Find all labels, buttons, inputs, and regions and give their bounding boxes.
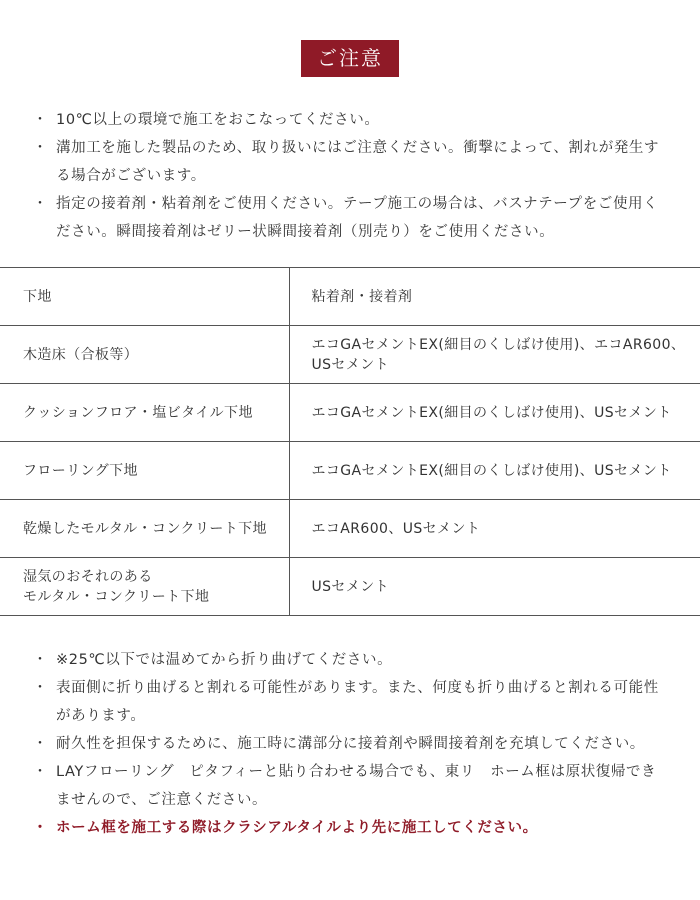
notes-list-top [0, 106, 700, 246]
bullet: ・ [33, 196, 48, 212]
notice-title: ご注意 [301, 40, 399, 77]
table-row [0, 558, 700, 616]
adhesive-cell: USセメント [289, 558, 700, 616]
bullet: ・ [33, 140, 48, 156]
table-row [0, 500, 700, 558]
substrate-cell: フローリング下地 [0, 442, 289, 500]
substrate-cell: 乾燥したモルタル・コンクリート下地 [0, 500, 289, 558]
table-row [0, 384, 700, 442]
note-item [0, 134, 700, 190]
note-text: 表面側に折り曲げると割れる可能性があります。また、何度も折り曲げると割れる可能性があります。 [56, 680, 659, 724]
table-row [0, 442, 700, 500]
adhesive-table [0, 267, 700, 616]
note-item-emphasis [0, 814, 700, 842]
notes-list-bottom [0, 646, 700, 842]
substrate-cell: 湿気のおそれのある モルタル・コンクリート下地 [0, 558, 289, 616]
note-item [0, 730, 700, 758]
note-text: LAYフローリング ピタフィーと貼り合わせる場合でも、東リ ホーム框は原状復帰できませんので、ご注意ください。 [56, 764, 657, 808]
note-item [0, 674, 700, 730]
header-adhesive: 粘着剤・接着剤 [289, 268, 700, 326]
adhesive-cell: エコGAセメントEX(細目のくしばけ使用)、エコAR600、USセメント [289, 326, 700, 384]
bullet: ・ [33, 764, 48, 780]
title-area [0, 40, 700, 77]
bullet: ・ [33, 820, 48, 836]
bullet: ・ [33, 680, 48, 696]
adhesive-cell: エコGAセメントEX(細目のくしばけ使用)、USセメント [289, 442, 700, 500]
note-item [0, 106, 700, 134]
note-text: ホーム框を施工する際はクラシアルタイルより先に施工してください。 [56, 820, 538, 836]
note-item [0, 758, 700, 814]
bullet: ・ [33, 736, 48, 752]
bullet: ・ [33, 112, 48, 128]
note-text: 溝加工を施した製品のため、取り扱いにはご注意ください。衝撃によって、割れが発生する場合がございます。 [56, 140, 660, 184]
table-header-row [0, 268, 700, 326]
note-text: 10℃以上の環境で施工をおこなってください。 [56, 112, 380, 128]
note-text: 耐久性を担保するために、施工時に溝部分に接着剤や瞬間接着剤を充填してください。 [56, 736, 645, 752]
substrate-cell: クッションフロア・塩ビタイル下地 [0, 384, 289, 442]
adhesive-cell: エコGAセメントEX(細目のくしばけ使用)、USセメント [289, 384, 700, 442]
adhesive-cell: エコAR600、USセメント [289, 500, 700, 558]
note-item [0, 190, 700, 246]
table-row [0, 326, 700, 384]
note-text: ※25℃以下では温めてから折り曲げてください。 [56, 652, 393, 668]
substrate-cell: 木造床（合板等） [0, 326, 289, 384]
bullet: ・ [33, 652, 48, 668]
note-text: 指定の接着剤・粘着剤をご使用ください。テープ施工の場合は、バスナテープをご使用ください。瞬間接着剤はゼリー状瞬間接着剤（別売り）をご使用ください。 [56, 196, 659, 240]
note-item [0, 646, 700, 674]
header-substrate: 下地 [0, 268, 289, 326]
